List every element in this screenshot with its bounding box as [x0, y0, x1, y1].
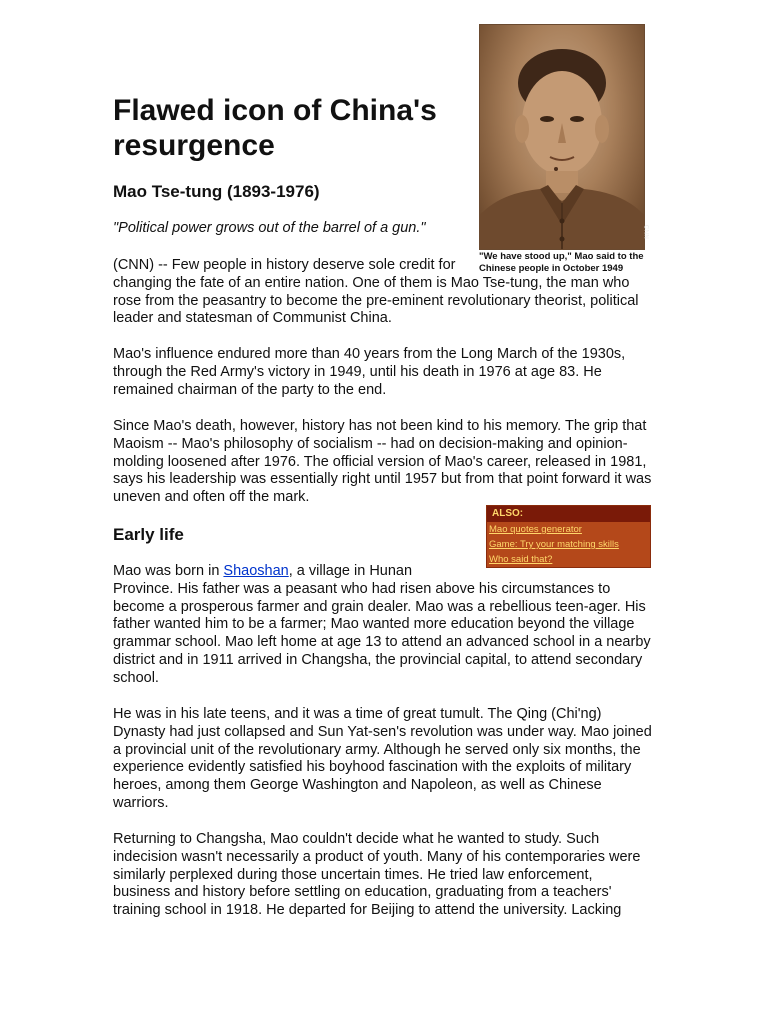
shaoshan-link[interactable]: Shaoshan [223, 563, 289, 579]
article-subtitle: Mao Tse-tung (1893-1976) [113, 182, 320, 201]
paragraph-4 [113, 563, 653, 688]
mao-portrait-photo [479, 24, 648, 250]
photo-block [479, 24, 649, 275]
article-quote: "Political power grows out of the barrel of a gun." [113, 220, 426, 236]
paragraph-4-after-link: , a village in Hunan [288, 563, 413, 579]
paragraph-1-lead: (CNN) -- Few people in history deserve sole credit for [113, 257, 456, 273]
article-title: Flawed icon of China's resurgence [113, 94, 437, 162]
also-link-who-said-that[interactable]: Who said that? [489, 554, 553, 565]
section-heading-early-life: Early life [113, 525, 184, 544]
portrait-illustration [480, 25, 644, 249]
also-box-heading: ALSO: [487, 506, 650, 522]
paragraph-4-before-link: Mao was born in [113, 563, 224, 579]
paragraph-1-rest: changing the fate of an entire nation. One of them is Mao Tse-tung, the man who rose from the peasantry to become the pre-eminent revolutionary theorist, political leader and statesman of Communist China. [113, 274, 639, 327]
also-link-mao-quotes[interactable]: Mao quotes generator [489, 524, 582, 535]
also-link-matching-game[interactable]: Game: Try your matching skills [489, 539, 619, 550]
paragraph-5: He was in his late teens, and it was a time of great tumult. The Qing (Chi'ng) Dynasty had just collapsed and Sun Yat-sen's revolution was under way. Mao joined a provincial unit of the revolutionary army. Although he served only six months, the experience evidently satisfied his boyhood fascination with the exploits of military heroes, among them George Washington and Napoleon, as well as Chinese warriors. [113, 706, 652, 811]
photo-caption: "We have stood up," Mao said to the Chinese people in October 1949 [479, 251, 644, 274]
also-box [486, 505, 651, 568]
paragraph-6: Returning to Changsha, Mao couldn't decide what he wanted to study. Such indecision wasn't necessarily a product of youth. Many of his contemporaries were similarly perplexed during those uncertain times. He tried law enforcement, business and history before settling on education, graduating from a teachers' training school in 1918. He departed for Beijing to attend the university. Lacking [113, 831, 641, 919]
photo-credit: CNN [641, 224, 648, 240]
paragraph-3: Since Mao's death, however, history has not been kind to his memory. The grip that Maoism -- Mao's philosophy of socialism -- had on decision-making and opinion-molding loosened after 1976. The official version of Mao's career, released in 1981, says his leadership was essentially right until 1957 but from that point forward it was uneven and often off the mark. [113, 418, 652, 506]
paragraph-1 [113, 257, 653, 328]
paragraph-4-rest: Province. His father was a peasant who had risen above his circumstances to become a prosperous farmer and grain dealer. Mao was a rebellious teen-ager. His father wanted him to be a farmer; Mao wanted more education beyond the village grammar school. Mao left home at age 13 to attend an advanced school in a nearby district and in 1911 arrived in Changsha, the provincial capital, to attend secondary school. [113, 580, 651, 686]
paragraph-2: Mao's influence endured more than 40 years from the Long March of the 1930s, through the Red Army's victory in 1949, until his death in 1976 at age 83. He remained chairman of the party to the end. [113, 346, 626, 398]
